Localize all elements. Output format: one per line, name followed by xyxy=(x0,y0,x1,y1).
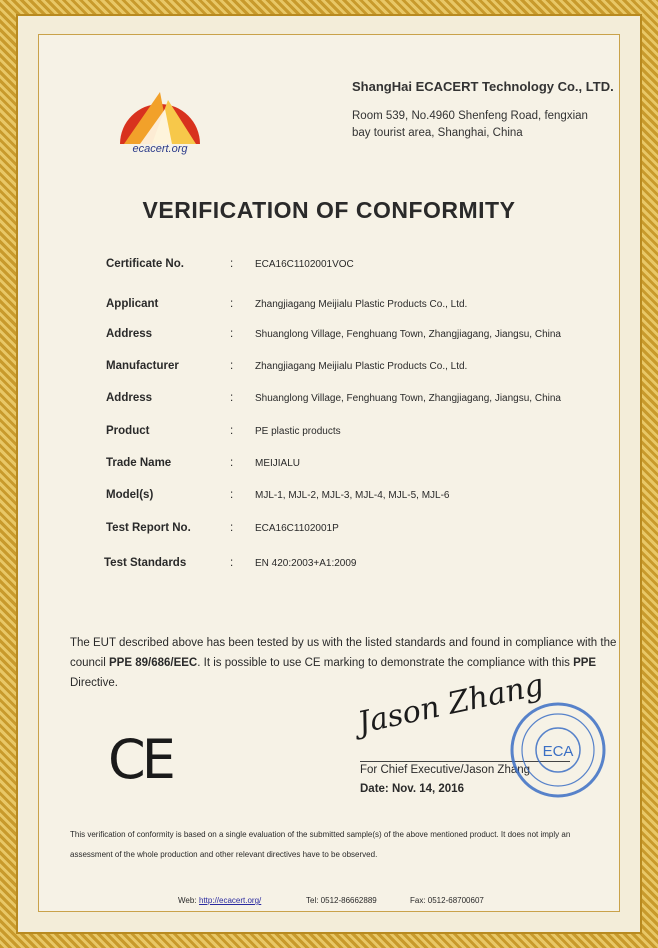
field-value: ECA16C1102001VOC xyxy=(255,259,354,270)
statement-ppe: PPE xyxy=(573,657,597,669)
field-label: Address xyxy=(106,392,153,404)
ce-mark-icon: CE xyxy=(108,728,172,791)
field-colon: : xyxy=(230,425,234,437)
field-row xyxy=(0,328,658,346)
field-row xyxy=(0,489,658,507)
issuer-company: ShangHai ECACERT Technology Co., LTD. xyxy=(352,79,614,94)
issuer-address-line1: Room 539, No.4960 Shenfeng Road, fengxian xyxy=(352,110,588,122)
field-colon: : xyxy=(230,392,234,404)
field-colon: : xyxy=(230,360,234,372)
field-value: PE plastic products xyxy=(255,426,341,437)
field-value: Zhangjiagang Meijialu Plastic Products Co., Ltd. xyxy=(255,361,468,372)
statement-directive: PPE 89/686/EEC xyxy=(109,657,198,669)
field-row xyxy=(0,457,658,475)
field-label: Applicant xyxy=(106,298,159,310)
field-value: Shuanglong Village, Fenghuang Town, Zhangjiagang, Jiangsu, China xyxy=(255,393,561,404)
field-value: MEIJIALU xyxy=(255,458,301,469)
compliance-statement xyxy=(70,633,630,693)
field-row xyxy=(0,258,658,276)
field-label: Manufacturer xyxy=(106,360,179,372)
footer-web-link[interactable]: http://ecacert.org/ xyxy=(199,896,262,905)
field-row xyxy=(0,425,658,443)
field-label: Test Standards xyxy=(104,557,187,569)
field-colon: : xyxy=(230,522,234,534)
field-value: EN 420:2003+A1:2009 xyxy=(255,558,357,569)
field-colon: : xyxy=(230,258,234,270)
fine-print: This verification of conformity is based on a single evaluation of the submitted sample(s) of the above mentioned product. It does not imply an assessment of the whole production and other relevant directives have to be observed. xyxy=(70,830,571,859)
field-colon: : xyxy=(230,457,234,469)
footer-tel: Tel: 0512-86662889 xyxy=(306,896,377,905)
field-label: Test Report No. xyxy=(106,522,191,534)
document-title: VERIFICATION OF CONFORMITY xyxy=(142,197,516,223)
field-row xyxy=(0,298,658,316)
statement-part1: The EUT described above has been tested by us with the listed standards and found in compliance with the council xyxy=(70,637,617,669)
field-value: Zhangjiagang Meijialu Plastic Products Co., Ltd. xyxy=(255,299,468,310)
signature-role: For Chief Executive/Jason Zhang xyxy=(360,764,531,776)
field-colon: : xyxy=(230,328,234,340)
seal-text: ECA xyxy=(542,743,574,760)
field-label: Certificate No. xyxy=(106,258,184,270)
field-row xyxy=(0,360,658,378)
field-value: ECA16C1102001P xyxy=(255,523,339,534)
field-label: Trade Name xyxy=(106,457,172,469)
field-row xyxy=(0,392,658,410)
issuer-address-line2: bay tourist area, Shanghai, China xyxy=(352,127,523,139)
field-label: Address xyxy=(106,328,153,340)
footer-fax: Fax: 0512-68700607 xyxy=(410,896,484,905)
eca-seal-icon xyxy=(508,700,608,800)
field-value: MJL-1, MJL-2, MJL-3, MJL-4, MJL-5, MJL-6 xyxy=(255,490,450,501)
field-row xyxy=(0,522,658,540)
footer-web-label: Web: xyxy=(178,896,197,905)
issuer-address xyxy=(352,108,622,142)
field-colon: : xyxy=(230,557,234,569)
statement-part3: Directive. xyxy=(70,677,118,689)
field-row xyxy=(0,557,658,575)
field-colon: : xyxy=(230,489,234,501)
field-label: Product xyxy=(106,425,150,437)
logo-text: ecacert.org xyxy=(132,143,188,155)
statement-part2: . It is possible to use CE marking to demonstrate the compliance with this xyxy=(197,657,574,669)
issue-date: Date: Nov. 14, 2016 xyxy=(360,783,464,795)
signature-script: Jason Zhang xyxy=(354,667,547,741)
field-colon: : xyxy=(230,298,234,310)
field-label: Model(s) xyxy=(106,489,154,501)
field-value: Shuanglong Village, Fenghuang Town, Zhangjiagang, Jiangsu, China xyxy=(255,329,561,340)
